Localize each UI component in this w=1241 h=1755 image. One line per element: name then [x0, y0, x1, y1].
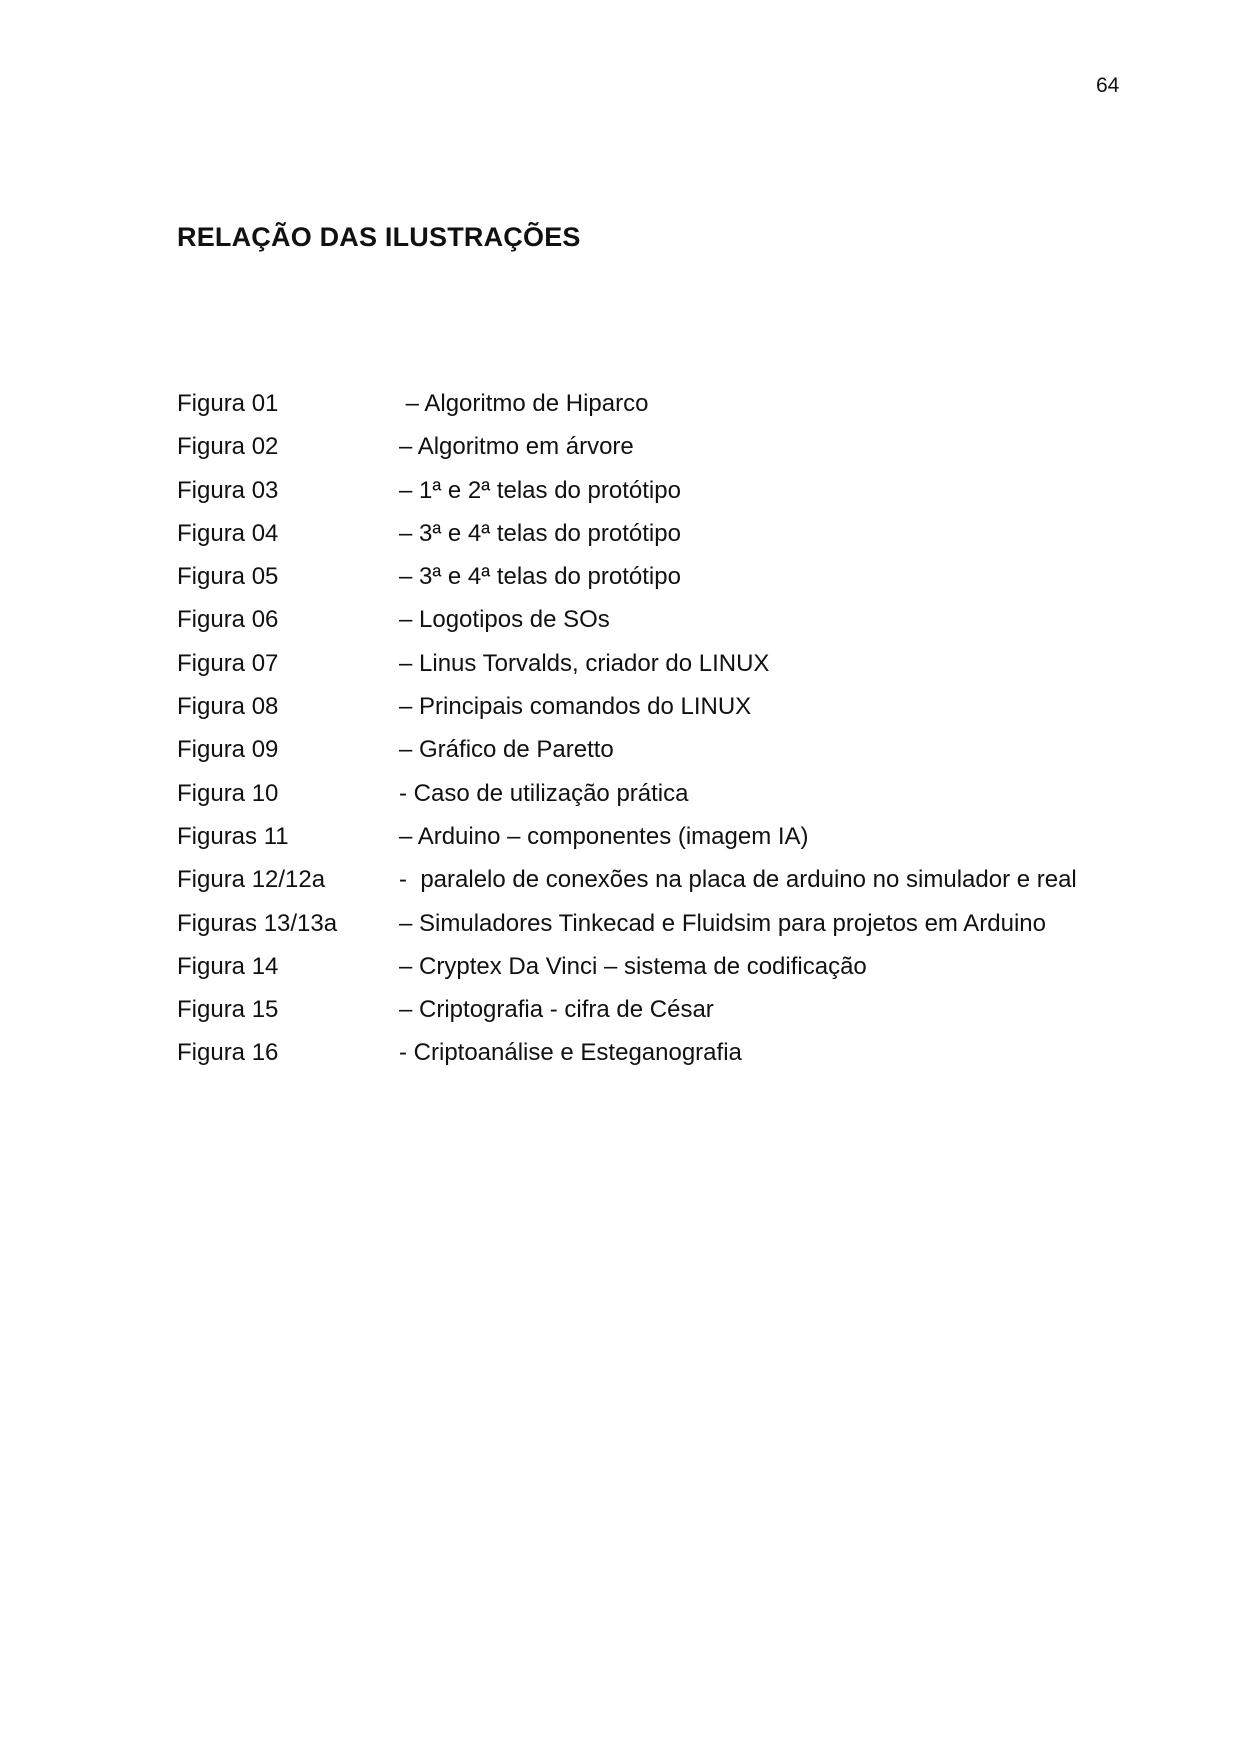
- figure-label: Figura 04: [177, 519, 279, 547]
- figure-row: [177, 477, 1177, 520]
- figure-label: Figura 03: [177, 476, 279, 504]
- figure-description: - paralelo de conexões na placa de arduino no simulador e real: [399, 866, 1077, 894]
- figure-row: [177, 1039, 1177, 1082]
- page-number: 64: [1096, 74, 1120, 97]
- figure-label: Figura 02: [177, 433, 279, 461]
- figure-description: – Principais comandos do LINUX: [399, 693, 752, 721]
- figure-description: – 3ª e 4ª telas do protótipo: [399, 563, 681, 591]
- figure-row: [177, 823, 1177, 866]
- figure-label: Figura 05: [177, 563, 279, 591]
- figure-label: Figura 06: [177, 606, 279, 634]
- figure-row: [177, 780, 1177, 823]
- figure-row: [177, 693, 1177, 736]
- figure-row: [177, 650, 1177, 693]
- figure-description: - Criptoanálise e Esteganografia: [399, 1039, 742, 1067]
- figure-description: – Linus Torvalds, criador do LINUX: [399, 649, 770, 677]
- figure-description: – Cryptex Da Vinci – sistema de codificação: [399, 952, 867, 980]
- figure-description: - Caso de utilização prática: [399, 779, 689, 807]
- figure-row: [177, 606, 1177, 649]
- figure-list: [177, 390, 1177, 1083]
- figure-row: [177, 520, 1177, 563]
- figure-label: Figura 08: [177, 693, 279, 721]
- figure-label: Figura 01: [177, 390, 279, 417]
- figure-description: – Gráfico de Paretto: [399, 736, 614, 764]
- figure-description: – Logotipos de SOs: [399, 606, 610, 634]
- figure-description: – Criptografia - cifra de César: [399, 996, 714, 1024]
- figure-row: [177, 996, 1177, 1039]
- figure-label: Figura 12/12a: [177, 866, 326, 894]
- figure-label: Figura 14: [177, 952, 279, 980]
- figure-row: [177, 953, 1177, 996]
- figure-description: – Algoritmo de Hiparco: [399, 390, 649, 417]
- figure-row: [177, 390, 1177, 433]
- figure-row: [177, 563, 1177, 606]
- figure-label: Figuras 11: [177, 822, 289, 850]
- figure-description: – Arduino – componentes (imagem IA): [399, 822, 809, 850]
- figure-row: [177, 866, 1177, 909]
- figure-description: – 3ª e 4ª telas do protótipo: [399, 519, 681, 547]
- figure-label: Figura 07: [177, 649, 279, 677]
- figure-description: – Algoritmo em árvore: [399, 433, 634, 461]
- figure-label: Figura 09: [177, 736, 279, 764]
- page-title: RELAÇÃO DAS ILUSTRAÇÕES: [177, 222, 581, 252]
- figure-row: [177, 433, 1177, 476]
- figure-label: Figura 16: [177, 1039, 279, 1067]
- figure-label: Figuras 13/13a: [177, 909, 338, 937]
- figure-row: [177, 910, 1177, 953]
- figure-description: – Simuladores Tinkecad e Fluidsim para projetos em Arduino: [399, 909, 1046, 937]
- figure-label: Figura 15: [177, 996, 279, 1024]
- figure-label: Figura 10: [177, 779, 279, 807]
- figure-row: [177, 736, 1177, 779]
- figure-description: – 1ª e 2ª telas do protótipo: [399, 476, 681, 504]
